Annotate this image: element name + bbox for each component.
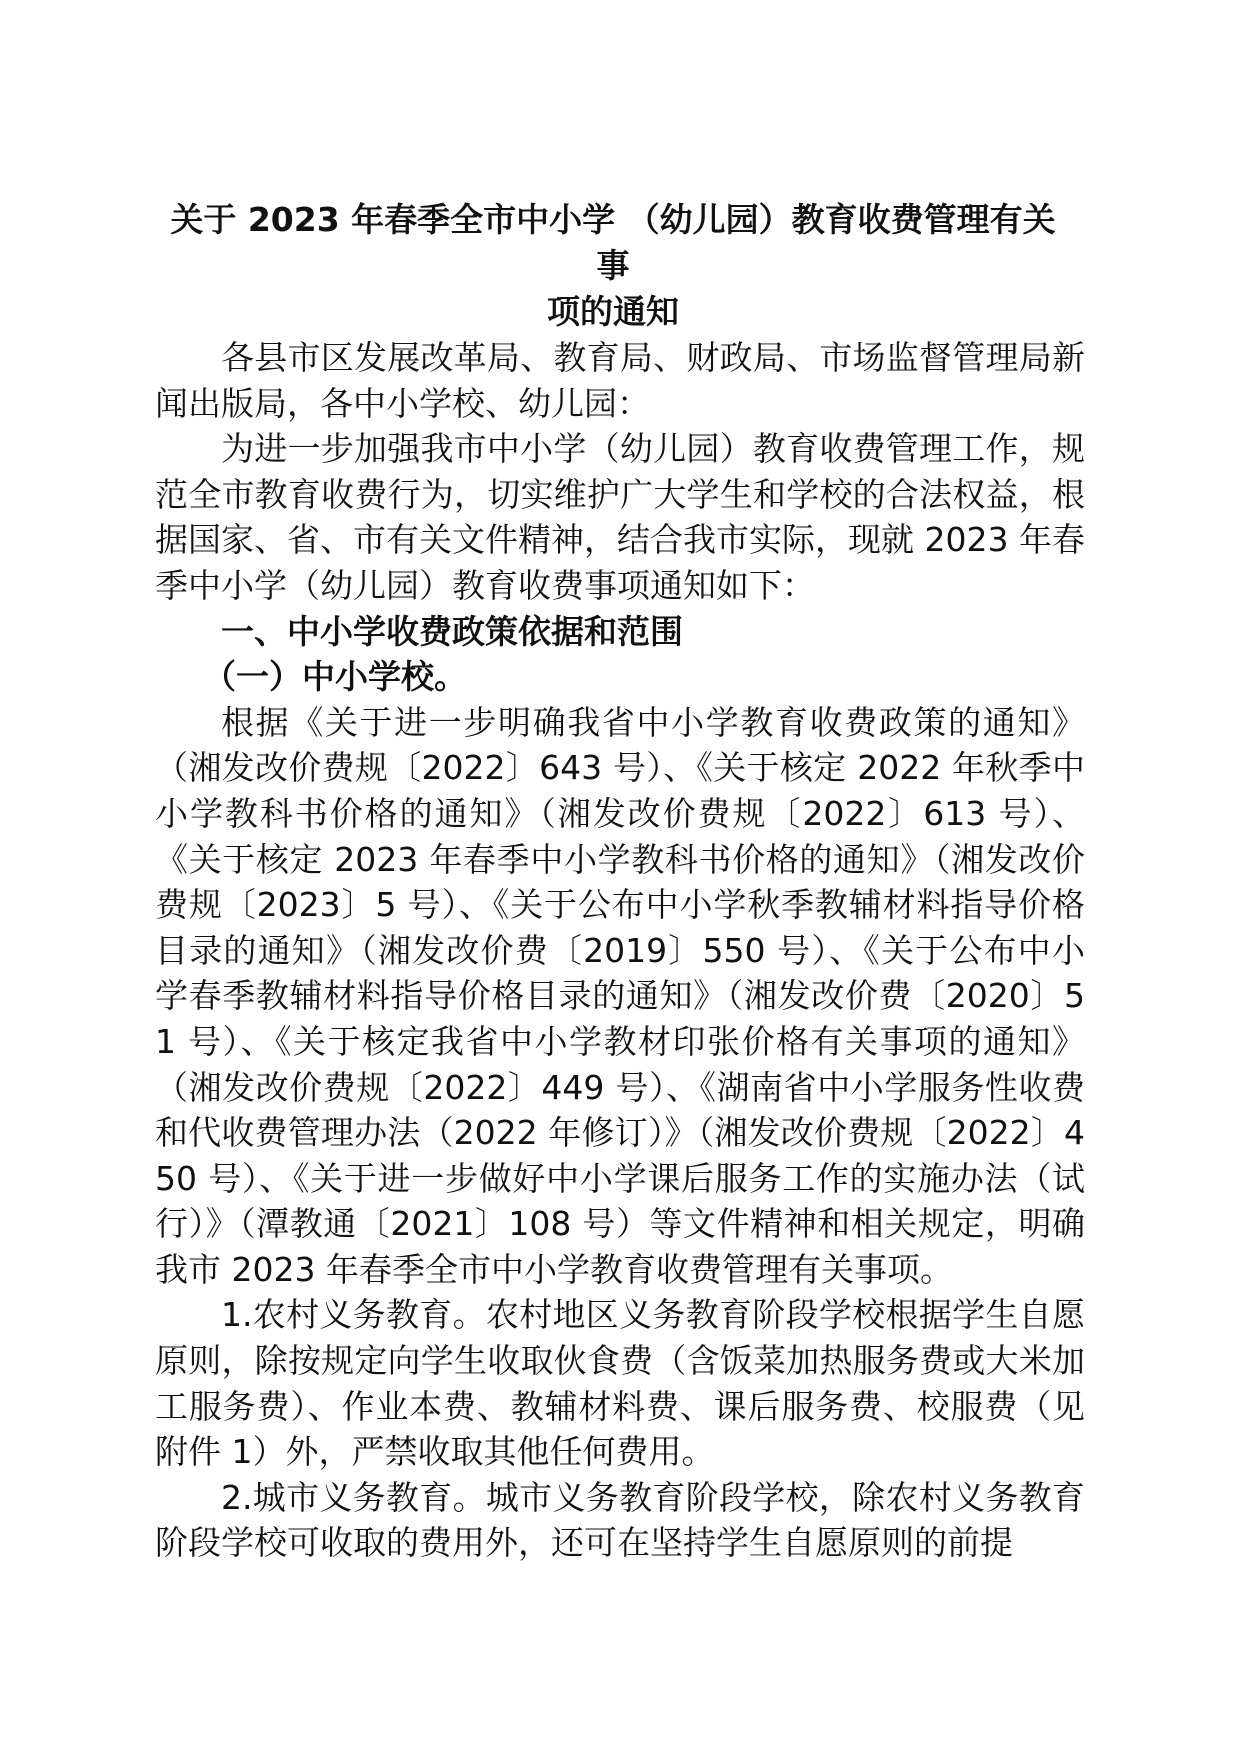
document-title-line1: 关于 2023 年春季全市中小学 （幼儿园）教育收费管理有关事 — [170, 200, 1056, 285]
subsection-heading-1: （一）中小学校。 — [203, 657, 467, 697]
salutation-paragraph: 各县市区发展改革局、教育局、财政局、市场监督管理局新闻出版局，各中小学校、幼儿园： — [155, 338, 1085, 423]
document-page — [155, 197, 1085, 1566]
section-heading-1: 一、中小学收费政策依据和范围 — [221, 611, 683, 651]
intro-paragraph: 为进一步加强我市中小学（幼儿园）教育收费管理工作，规范全市教育收费行为，切实维护广大学生和学校的合法权益，根据国家、省、市有关文件精神，结合我市实际，现就 2023 年春季中小学（幼儿园）教育收费事项通知如下： — [155, 429, 1085, 605]
item-urban-compulsory-education: 2.城市义务教育。城市义务教育阶段学校，除农村义务教育阶段学校可收取的费用外，还可在坚持学生自愿原则的前提 — [155, 1477, 1085, 1563]
item-rural-compulsory-education: 1.农村义务教育。农村地区义务教育阶段学校根据学生自愿原则，除按规定向学生收取伙食费（含饭菜加热服务费或大米加工服务费）、作业本费、教辅材料费、课后服务费、校服费（见附件 1）外，严禁收取其他任何费用。 — [155, 1295, 1085, 1472]
policy-basis-paragraph: 根据《关于进一步明确我省中小学教育收费政策的通知》（湘发改价费规〔2022〕643 号）、《关于核定 2022 年秋季中小学教科书价格的通知》（湘发改价费规〔2022〕613 号）、《关于核定 2023 年春季中小学教科书价格的通知》（湘发改价费规〔2023〕5 号）、《关于公布中小学秋季教辅材料指导价格目录的通知》（湘发改价费〔2019〕550 号）、《关于公布中小学春季教辅材料指导价格目录的通知》（湘发改价费〔2020〕51 号）、《关于核定我省中小学教材印张价格有关事项的通知》（湘发改价费规〔2022〕449 号）、《湖南省中小学服务性收费和代收费管理办法（2022 年修订）》（湘发改价费规〔2022〕450 号）、《关于进一步做好中小学课后服务工作的实施办法（试行）》（潭教通〔2021〕108 号）等文件精神和相关规定，明确我市 2023 年春季全市中小学教育收费管理有关事项。 — [155, 702, 1085, 1289]
document-title — [155, 197, 1085, 335]
document-title-line2: 项的通知 — [547, 292, 679, 331]
